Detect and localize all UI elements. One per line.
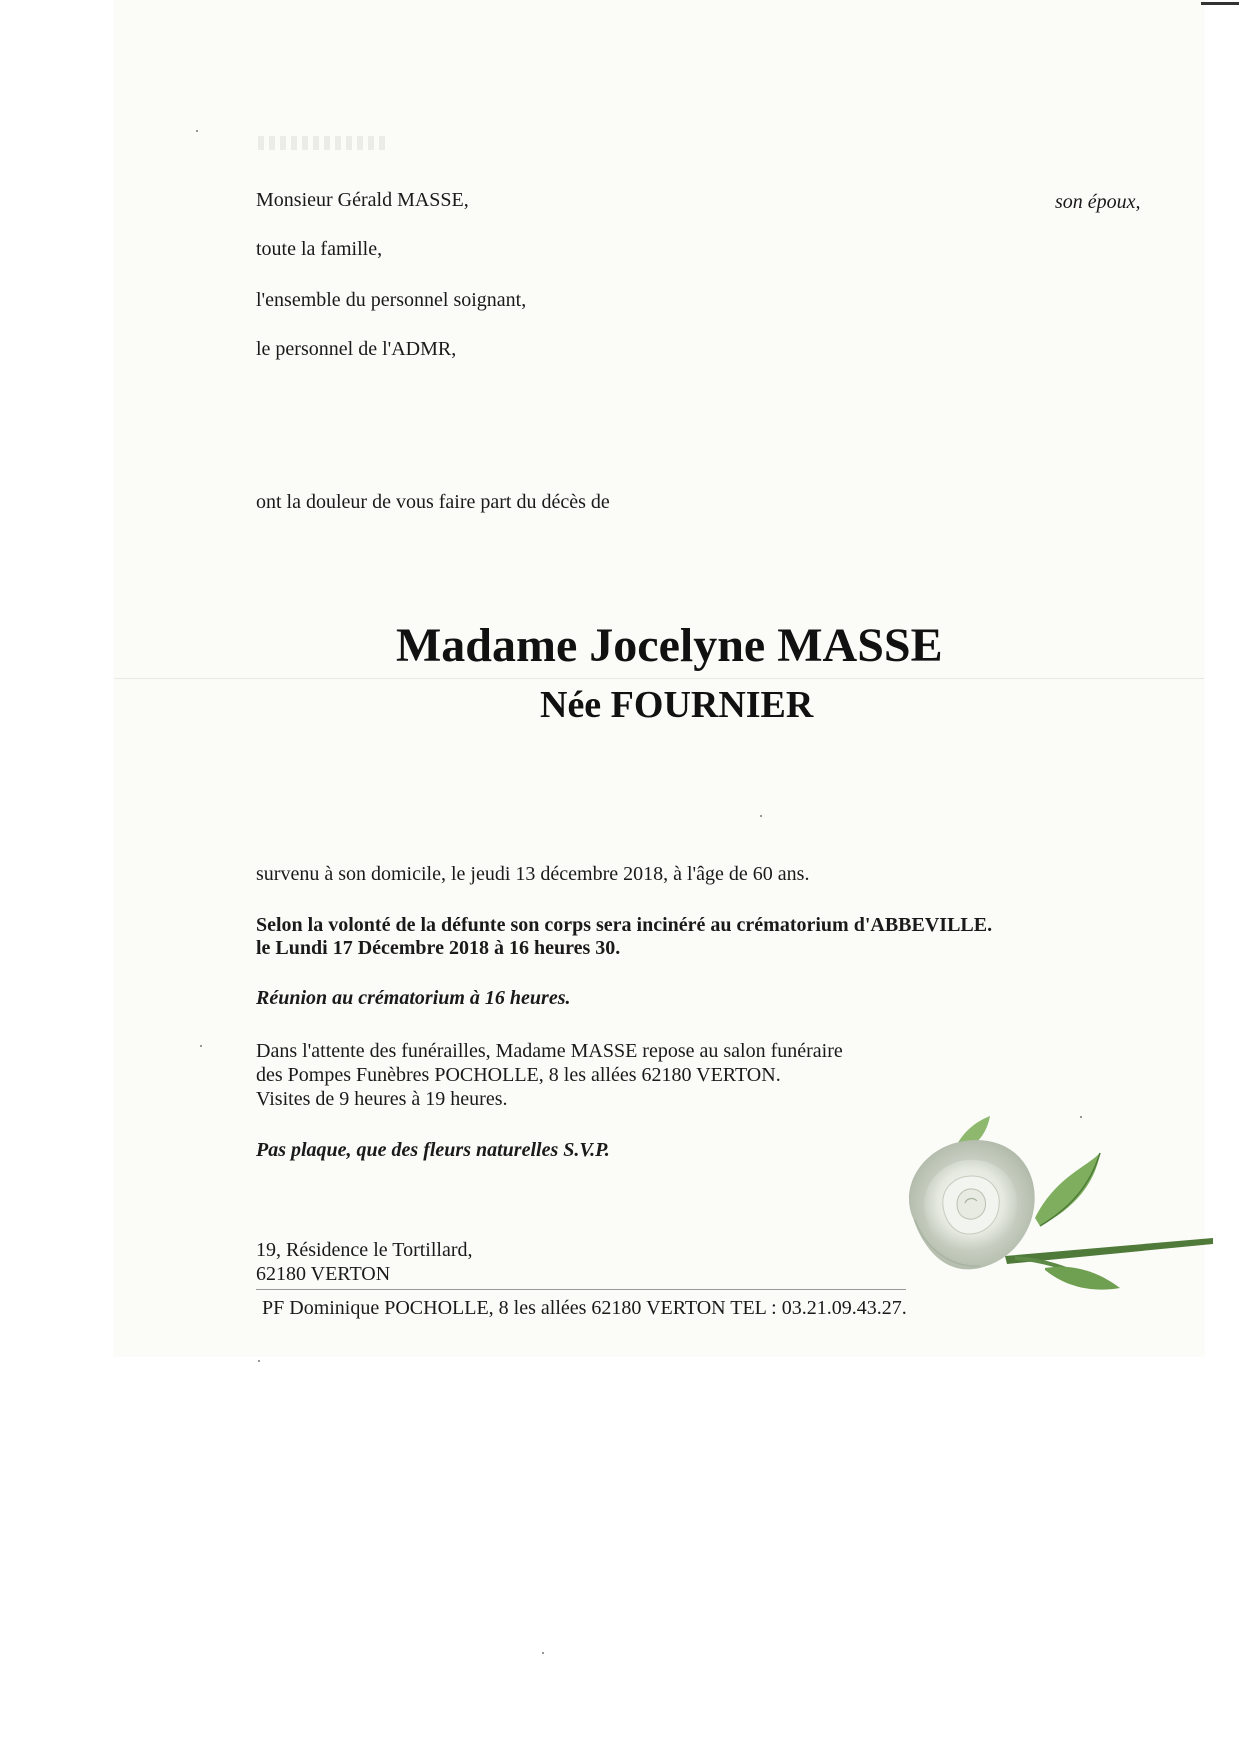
white-rose-icon (895, 1108, 1215, 1308)
deceased-name: Madame Jocelyne MASSE (396, 619, 943, 672)
address-line-2: 62180 VERTON (256, 1263, 391, 1285)
scan-speck (760, 815, 762, 817)
scan-speck (542, 1652, 544, 1654)
cremation-line-1: Selon la volonté de la défunte son corps sera incinéré au crématorium d'ABBEVILLE. (256, 914, 993, 936)
death-info: survenu à son domicile, le jeudi 13 décembre 2018, à l'âge de 60 ans. (256, 863, 810, 885)
spouse-relation: son époux, (1055, 191, 1141, 213)
address-line-1: 19, Résidence le Tortillard, (256, 1239, 473, 1261)
announcement: ont la douleur de vous faire part du décès de (256, 491, 610, 513)
visit-line-1: Dans l'attente des funérailles, Madame MASSE repose au salon funéraire (256, 1040, 843, 1062)
visit-line-3: Visites de 9 heures à 19 heures. (256, 1088, 508, 1110)
spouse-name: Monsieur Gérald MASSE, (256, 189, 469, 211)
faint-stamp (258, 136, 388, 150)
meeting-info: Réunion au crématorium à 16 heures. (256, 987, 571, 1009)
visit-line-2: des Pompes Funèbres POCHOLLE, 8 les allées 62180 VERTON. (256, 1064, 781, 1086)
family-line: toute la famille, (256, 238, 383, 260)
scan-speck (258, 1360, 260, 1362)
maiden-name: Née FOURNIER (540, 684, 814, 726)
fold-line (114, 678, 1204, 679)
scan-corner-mark (1201, 2, 1239, 5)
scan-speck (1080, 1116, 1082, 1118)
staff-line: l'ensemble du personnel soignant, (256, 289, 527, 311)
footer-rule (256, 1289, 906, 1290)
scan-speck (200, 1045, 202, 1047)
flowers-request: Pas plaque, que des fleurs naturelles S.V.P. (256, 1139, 610, 1161)
scan-speck (196, 130, 198, 132)
admr-line: le personnel de l'ADMR, (256, 338, 457, 360)
funeral-home-footer: PF Dominique POCHOLLE, 8 les allées 62180 VERTON TEL : 03.21.09.43.27. (262, 1297, 907, 1319)
cremation-line-2: le Lundi 17 Décembre 2018 à 16 heures 30. (256, 937, 621, 959)
